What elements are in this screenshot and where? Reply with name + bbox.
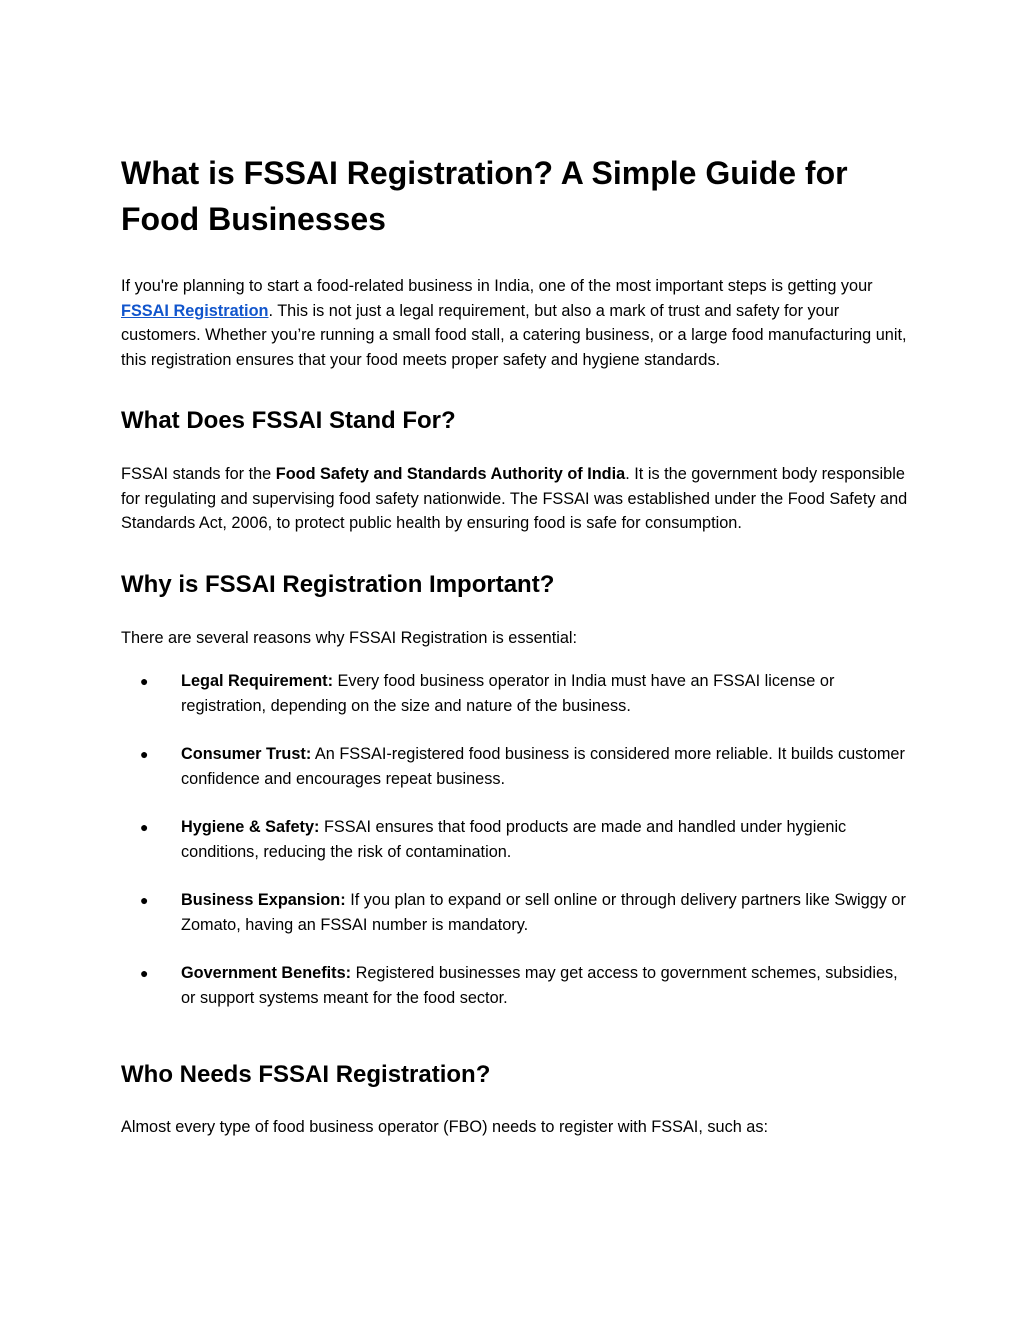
bullet-icon: ● [140, 965, 149, 981]
intro-text-before-link: If you're planning to start a food-related business in India, one of the most important steps is getting your [121, 277, 873, 295]
list-item-label: Business Expansion: [181, 891, 346, 909]
list-item [121, 815, 911, 864]
section3-intro: Almost every type of food business operator (FBO) needs to register with FSSAI, such as: [121, 1118, 769, 1136]
fssai-registration-link[interactable]: FSSAI Registration [121, 301, 269, 320]
fssai-full-name: Food Safety and Standards Authority of India [275, 465, 626, 483]
section1-text-after-bold: . It is the government body responsible for regulating and supervising food safety nationwide. The FSSAI was established under the Food Safety and Standards Act, 2006, to protect public health by ensuring food is safe for consumption. [121, 465, 908, 532]
list-item-text: If you plan to expand or sell online or through delivery partners like Swiggy or Zomato, having an FSSAI number is mandatory. [181, 891, 906, 934]
list-item-text: Registered businesses may get access to government schemes, subsidies, or support systems meant for the food sector. [181, 964, 898, 1007]
page-title: What is FSSAI Registration? A Simple Guide for Food Businesses [121, 155, 848, 237]
list-item-label: Consumer Trust: [181, 745, 312, 763]
document-content [121, 150, 911, 1140]
list-item [121, 669, 911, 718]
list-item [121, 742, 911, 791]
list-item-label: Government Benefits: [181, 964, 352, 982]
section-heading-what-does-fssai-stand-for: What Does FSSAI Stand For? [121, 407, 456, 434]
list-item-text: FSSAI ensures that food products are made and handled under hygienic conditions, reducing the risk of contamination. [181, 818, 847, 861]
list-item-label: Legal Requirement: [181, 672, 333, 690]
section-heading-who-needs-registration: Who Needs FSSAI Registration? [121, 1061, 491, 1088]
intro-text-after-link: . This is not just a legal requirement, but also a mark of trust and safety for your customers. Whether you’re running a small food stall, a catering business, or a large food manufacturing unit, this registration ensures that your food meets proper safety and hygiene standards. [121, 301, 907, 369]
bullet-icon: ● [140, 746, 149, 762]
bullet-icon: ● [140, 892, 149, 908]
list-item [121, 888, 911, 937]
list-item [121, 961, 911, 1010]
list-item-text: An FSSAI-registered food business is considered more reliable. It builds customer confidence and encourages repeat business. [181, 745, 905, 788]
list-item-label: Hygiene & Safety: [181, 818, 320, 836]
list-item-text: Every food business operator in India must have an FSSAI license or registration, depending on the size and nature of the business. [181, 672, 835, 715]
section1-text-before-bold: FSSAI stands for the [121, 465, 276, 483]
bullet-icon: ● [140, 819, 149, 835]
bullet-icon: ● [140, 673, 149, 689]
section-heading-why-important: Why is FSSAI Registration Important? [121, 570, 555, 598]
section1-paragraph [121, 462, 911, 536]
reasons-list [121, 669, 911, 1010]
section2-intro: There are several reasons why FSSAI Registration is essential: [121, 628, 578, 647]
intro-paragraph [121, 274, 911, 372]
